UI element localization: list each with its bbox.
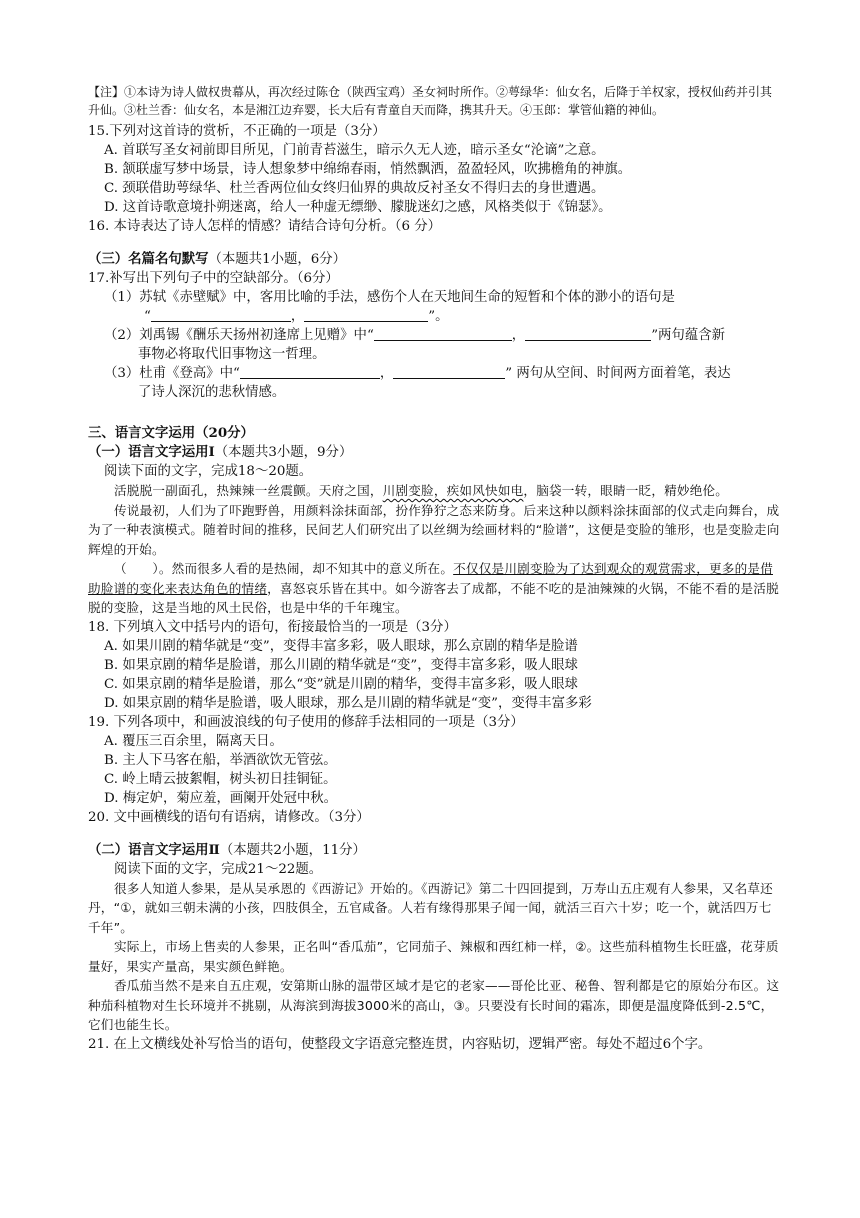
passage-paragraph-1: 活脱脱一副面孔，热辣辣一丝震颤。天府之国，川剧变脸，疾如风快如电，脑袋一转，眼睛一眨，精妙绝伦。 bbox=[114, 483, 729, 498]
passage-paragraph-4: 很多人知道人参果，是从吴承恩的《西游记》开始的。《西游记》第二十四回提到，万寿山五庄观有人参果，又名草还丹，“①，就如三朝未满的小孩，四肢俱全，五官咸备。人若有缘得那果子闻一闻，就活三百六十岁；吃一个，就活四万七千年”。 bbox=[88, 880, 773, 935]
passage-paragraph-5: 实际上，市场上售卖的人参果，正名叫“香瓜茄”，它同茄子、辣椒和西红柿一样，②。这些茄科植物生长旺盛，花芽质量好，果实产量高，果实颜色鲜艳。 bbox=[88, 939, 779, 974]
question-20: 20. 文中画横线的语句有语病，请修改。（3分） bbox=[88, 809, 370, 825]
fill-blank[interactable] bbox=[374, 326, 512, 341]
question-19: 19. 下列各项中，和画波浪线的句子使用的修辞手法相同的一项是（3分） bbox=[88, 714, 524, 730]
question-15-option-a: A. 首联写圣女祠前即目所见，门前青苔滋生，暗示久无人迹，暗示圣女“沦谪”之意。 bbox=[104, 143, 605, 158]
underlined-sentence: 不仅仅是川剧变脸为了达到观众的观赏需求，更多的是借助脸谱的变化来表达角色的情绪 bbox=[88, 561, 773, 596]
section-3-title: （三）名篇名句默写 bbox=[88, 251, 209, 267]
poem-note: 【注】①本诗为诗人做权贵幕从，再次经过陈仓（陕西宝鸡）圣女祠时所作。②萼绿华：仙女名，后降于羊权家，授权仙药并引其升仙。③杜兰香：仙女名，本是湘江边弃婴，长大后有青童自天而降，携其升天。④玉郎：掌管仙籍的神仙。 bbox=[88, 85, 773, 117]
question-19-option-b: B. 主人下马客在船，举酒欲饮无管弦。 bbox=[104, 752, 337, 768]
question-19-option-a: A. 覆压三百余里，隔离天日。 bbox=[104, 733, 283, 749]
section-3-heading bbox=[88, 250, 782, 269]
section-3-note: （本题共1小题，6分） bbox=[208, 252, 347, 267]
part-3-sub-2: （二）语言文字运用Ⅱ（本题共2小题，11分） bbox=[88, 841, 366, 858]
fill-blank[interactable] bbox=[151, 307, 291, 322]
question-17: 17.补写出下列句子中的空缺部分。（6分） bbox=[88, 271, 339, 286]
question-15-option-b: B. 颔联虚写梦中场景，诗人想象梦中绵绵春雨，悄然飘洒，盈盈轻风，吹拂檐角的神旗。 bbox=[104, 162, 632, 177]
fill-blank[interactable] bbox=[240, 364, 380, 379]
question-21: 21. 在上文横线处补写恰当的语句，使整段文字语意完整连贯，内容贴切，逻辑严密。每处不超过6个字。 bbox=[88, 1036, 712, 1052]
fill-blank[interactable] bbox=[525, 326, 651, 341]
question-17-item-3-cont: 了诗人深沉的悲秋情感。 bbox=[138, 385, 286, 400]
question-17-item-2-cont: 事物必将取代旧事物这一哲理。 bbox=[138, 347, 326, 362]
part-3-intro-2: 阅读下面的文字，完成21～22题。 bbox=[114, 861, 323, 877]
question-18-option-c: C. 如果京剧的精华是脸谱，那么“变”就是川剧的精华，变得丰富多彩，吸人眼球 bbox=[104, 676, 578, 692]
fill-blank[interactable] bbox=[393, 364, 505, 379]
wavy-underlined-sentence: 川剧变脸，疾如风快如电 bbox=[382, 483, 524, 498]
question-15-stem: 15.下列对这首诗的赏析，不正确的一项是（3分） bbox=[88, 124, 386, 139]
question-19-option-c: C. 岭上晴云披絮帽，树头初日挂铜钲。 bbox=[104, 771, 337, 787]
part-3-intro-1: 阅读下面的文字，完成18～20题。 bbox=[104, 464, 313, 479]
question-17-item-1: （1）苏轼《赤壁赋》中，客用比喻的手法，感伤个人在天地间生命的短暂和个体的渺小的语句是 bbox=[104, 290, 675, 305]
question-15-option-d: D. 这首诗歌意境扑朔迷离，给人一种虚无缥缈、朦胧迷幻之感，风格类似于《锦瑟》。 bbox=[104, 200, 612, 215]
exam-page bbox=[88, 84, 782, 1054]
question-17-item-3: （3）杜甫《登高》中“ ， ” 两句从空间、时间两方面着笔，表达 bbox=[104, 366, 731, 381]
question-19-option-d: D. 梅定妒，菊应羞，画阑开处冠中秋。 bbox=[104, 790, 338, 806]
question-16: 16. 本诗表达了诗人怎样的情感？请结合诗句分析。（6 分） bbox=[88, 219, 442, 234]
question-18-option-a: A. 如果川剧的精华就是“变”，变得丰富多彩，吸人眼球，那么京剧的精华是脸谱 bbox=[104, 638, 578, 654]
passage-paragraph-6: 香瓜茄当然不是来自五庄观，安第斯山脉的温带区域才是它的老家——哥伦比亚、秘鲁、智利都是它的原始分布区。这种茄科植物对生长环境并不挑剔，从海滨到海拔3000米的高山，③。只要没有长时间的霜冻，即便是温度降低到-2.5℃，它们也能生长。 bbox=[88, 978, 780, 1032]
question-17-item-2: （2）刘禹锡《酬乐天扬州初逢席上见赠》中“ ， ”两句蕴含新 bbox=[104, 328, 725, 343]
question-15-option-c: C. 颈联借助萼绿华、杜兰香两位仙女终归仙界的典故反衬圣女不得归去的身世遭遇。 bbox=[104, 181, 605, 196]
passage-paragraph-2: 传说最初，人们为了吓跑野兽，用颜料涂抹面部，扮作狰狞之态来防身。后来这种以颜料涂抹面部的仪式走向舞台，成为了一种表演模式。随着时间的推移，民间艺人们研究出了以丝绸为绘画材料的“脸谱”，这便是变脸的雏形，也是变脸走向辉煌的开始。 bbox=[88, 502, 780, 557]
fill-blank[interactable] bbox=[304, 307, 428, 322]
part-3-title: 三、语言文字运用（20分） bbox=[88, 425, 254, 441]
question-18-option-b: B. 如果京剧的精华是脸谱，那么川剧的精华就是“变”，变得丰富多彩，吸人眼球 bbox=[104, 657, 578, 673]
question-18: 18. 下列填入文中括号内的语句，衔接最恰当的一项是（3分） bbox=[88, 619, 457, 635]
question-18-option-d: D. 如果京剧的精华是脸谱，吸人眼球，那么是川剧的精华就是“变”，变得丰富多彩 bbox=[104, 695, 592, 711]
passage-paragraph-3: （ ）。然而很多人看的是热闹，却不知其中的意义所在。不仅仅是川剧变脸为了达到观众的观赏需求，更多的是借助脸谱的变化来表达角色的情绪，喜怒哀乐皆在其中。如今游客去了成都，不能不吃的是油辣辣的火锅，不能不看的是活脱脱的变脸，这是当地的风土民俗，也是中华的千年瑰宝。 bbox=[88, 561, 779, 615]
question-17-item-1-blanks: “ ， ”。 bbox=[144, 309, 449, 324]
part-3-sub-1: （一）语言文字运用Ⅰ（本题共3小题，9分） bbox=[88, 444, 353, 460]
